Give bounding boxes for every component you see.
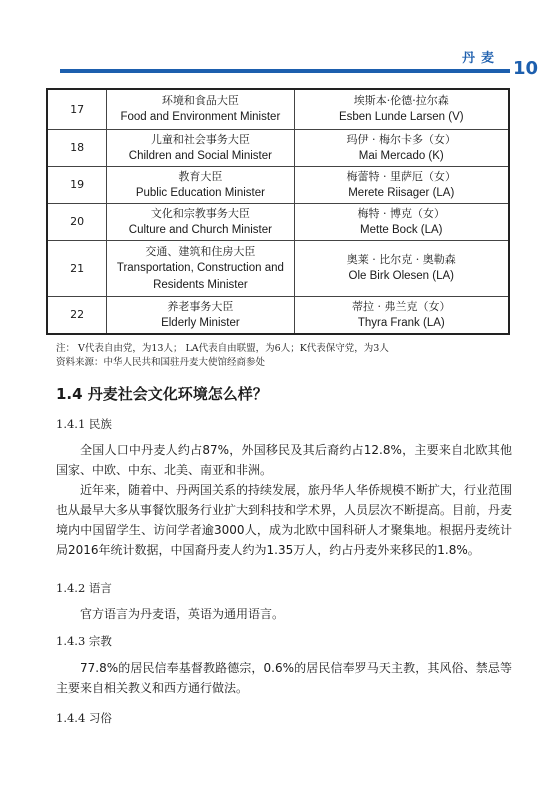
row-number: 19 <box>47 166 107 203</box>
row-number: 17 <box>47 89 107 129</box>
table-row <box>47 203 509 240</box>
row-number: 22 <box>47 296 107 334</box>
paragraph-text: 77.8%的居民信奉基督教路德宗，0.6%的居民信奉罗马天主教，其风俗、禁忌等主要来自相关教义和西方通行做法。 <box>56 661 512 695</box>
page-number: 10 <box>513 58 539 79</box>
table-row <box>47 89 509 129</box>
minister-title: 文化和宗教事务大臣 Culture and Church Minister <box>107 203 294 240</box>
table-row <box>47 129 509 166</box>
subsection-heading-religion: 1.4.3 宗教 <box>56 634 112 648</box>
minister-name: 蒂拉 · 弗兰克（女） Thyra Frank (LA) <box>294 296 509 334</box>
paragraph-language <box>56 604 512 624</box>
subsection-heading-ethnicity: 1.4.1 民族 <box>56 417 112 431</box>
minister-title: 环境和食品大臣 Food and Environment Minister <box>107 89 294 129</box>
subsection-heading-customs: 1.4.4 习俗 <box>56 711 112 725</box>
table-row <box>47 296 509 334</box>
row-number: 21 <box>47 240 107 296</box>
paragraph-religion <box>56 658 512 698</box>
minister-title: 教育大臣 Public Education Minister <box>107 166 294 203</box>
table-source: 资料来源：中华人民共和国驻丹麦大使馆经商参处 <box>56 357 266 368</box>
row-number: 18 <box>47 129 107 166</box>
minister-title: 交通、建筑和住房大臣 Transportation, Construction and Residents Minister <box>107 240 294 296</box>
minister-title: 养老事务大臣 Elderly Minister <box>107 296 294 334</box>
header-rule <box>60 69 510 73</box>
section-title: 1.4 丹麦社会文化环境怎么样？ <box>56 385 268 403</box>
minister-name: 梅蕾特 · 里萨厄（女） Merete Riisager (LA) <box>294 166 509 203</box>
minister-name: 梅特 · 博克（女） Mette Bock (LA) <box>294 203 509 240</box>
minister-name: 埃斯本·伦德·拉尔森 Esben Lunde Larsen (V) <box>294 89 509 129</box>
minister-name: 玛伊 · 梅尔卡多（女） Mai Mercado (K) <box>294 129 509 166</box>
ministers-table <box>46 88 510 335</box>
paragraph-text: 近年来，随着中、丹两国关系的持续发展，旅丹华人华侨规模不断扩大，行业范围也从最早大多从事餐饮服务行业扩大到科技和学术界，人员层次不断提高。目前，丹麦境内中国留学生、访问学者逾3000人，成为北欧中国科研人才聚集地。根据丹麦统计局2016年统计数据，中国裔丹麦人约为1.35万人，约占丹麦外来移民的1.8%。 <box>56 483 513 557</box>
paragraph-text: 全国人口中丹麦人约占87%，外国移民及其后裔约占12.8%，主要来自北欧其他国家、中欧、中东、北美、南亚和非洲。 <box>56 443 512 477</box>
table-row <box>47 240 509 296</box>
table-note: 注： V代表自由党，为13人； LA代表自由联盟，为6人；K代表保守党，为3人 <box>56 343 389 354</box>
paragraph-text: 官方语言为丹麦语，英语为通用语言。 <box>80 607 285 621</box>
header-title: 丹麦 <box>462 51 501 66</box>
row-number: 20 <box>47 203 107 240</box>
subsection-heading-language: 1.4.2 语言 <box>56 581 112 595</box>
table-row <box>47 166 509 203</box>
paragraph-ethnicity <box>56 440 512 560</box>
minister-name: 奥莱 · 比尔克 · 奥勒森 Ole Birk Olesen (LA) <box>294 240 509 296</box>
minister-title: 儿童和社会事务大臣 Children and Social Minister <box>107 129 294 166</box>
